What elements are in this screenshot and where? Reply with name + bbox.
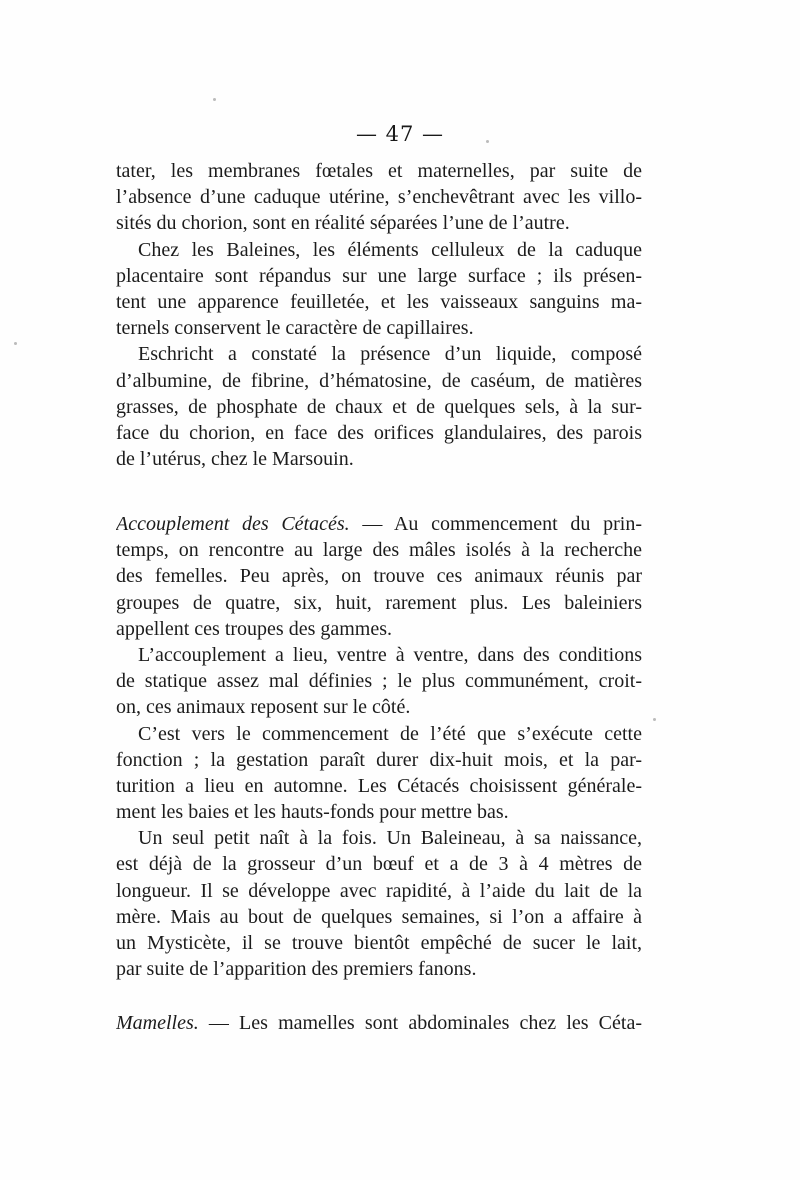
text-block-accouplement xyxy=(116,511,642,982)
scan-speck xyxy=(213,98,216,101)
text-line: l’absence d’une caduque utérine, s’enchevêtrant avec les villo- xyxy=(116,186,642,209)
heading-continuation: — Au commencement du prin- xyxy=(349,513,642,535)
text-line: L’accouplement a lieu, ventre à ventre, dans des conditions xyxy=(138,643,642,666)
text-line: ment les baies et les hauts-fonds pour mettre bas. xyxy=(116,801,509,824)
scan-speck xyxy=(653,718,656,721)
text-line: sités du chorion, sont en réalité séparées l’une de l’autre. xyxy=(116,212,570,235)
text-line: longueur. Il se développe avec rapidité, à l’aide du lait de la xyxy=(116,879,642,902)
section-heading-line xyxy=(116,1010,642,1036)
text-line: C’est vers le commencement de l’été que s’exécute cette xyxy=(138,722,642,745)
text-line: face du chorion, en face des orifices glandulaires, des parois xyxy=(116,421,642,444)
section-heading: Accouplement des Cétacés. xyxy=(116,513,350,535)
text-line: groupes de quatre, six, huit, rarement plus. Les baleiniers xyxy=(116,591,642,614)
text-line: on, ces animaux reposent sur le côté. xyxy=(116,696,411,719)
text-line: grasses, de phosphate de chaux et de quelques sels, à la sur- xyxy=(116,395,642,418)
text-line: appellent ces troupes des gammes. xyxy=(116,617,393,640)
text-line: d’albumine, de fibrine, d’hématosine, de caséum, de matières xyxy=(116,369,642,392)
text-line: un Mysticète, il se trouve bientôt empêché de sucer le lait, xyxy=(116,932,642,954)
text-line: mère. Mais au bout de quelques semaines, si l’on a affaire à xyxy=(116,905,642,928)
text-line: ternels conservent le caractère de capillaires. xyxy=(116,317,474,340)
section-heading-line xyxy=(116,511,642,537)
text-line: Un seul petit naît à la fois. Un Baleineau, à sa naissance, xyxy=(138,827,642,850)
scan-speck xyxy=(486,140,489,143)
text-line: tent une apparence feuilletée, et les vaisseaux sanguins ma- xyxy=(116,290,642,313)
text-block-mamelles xyxy=(116,1010,642,1036)
text-line: par suite de l’apparition des premiers fanons. xyxy=(116,958,477,981)
text-line: des femelles. Peu après, on trouve ces animaux réunis par xyxy=(116,565,642,588)
scan-speck xyxy=(14,342,17,345)
text-line: placentaire sont répandus sur une large surface ; ils présen- xyxy=(116,264,642,287)
text-line: tater, les membranes fœtales et maternelles, par suite de xyxy=(116,160,642,182)
text-line: de statique assez mal définies ; le plus communément, croit- xyxy=(116,670,642,693)
text-line: de l’utérus, chez le Marsouin. xyxy=(116,448,354,471)
page-number: — 47 — xyxy=(355,122,445,146)
text-line: est déjà de la grosseur d’un bœuf et a de 3 à 4 mètres de xyxy=(116,853,642,876)
text-line: Eschricht a constaté la présence d’un liquide, composé xyxy=(138,343,642,366)
section-heading: Mamelles. xyxy=(116,1012,199,1034)
text-line: Chez les Baleines, les éléments celluleux de la caduque xyxy=(138,238,642,261)
text-block-placenta xyxy=(116,158,642,472)
text-line: temps, on rencontre au large des mâles isolés à la recherche xyxy=(116,539,642,562)
heading-continuation: — Les mamelles sont abdominales chez les Céta- xyxy=(198,1012,642,1034)
text-line: turition a lieu en automne. Les Cétacés choisissent générale- xyxy=(116,774,642,797)
text-line: fonction ; la gestation paraît durer dix-huit mois, et la par- xyxy=(116,748,642,771)
